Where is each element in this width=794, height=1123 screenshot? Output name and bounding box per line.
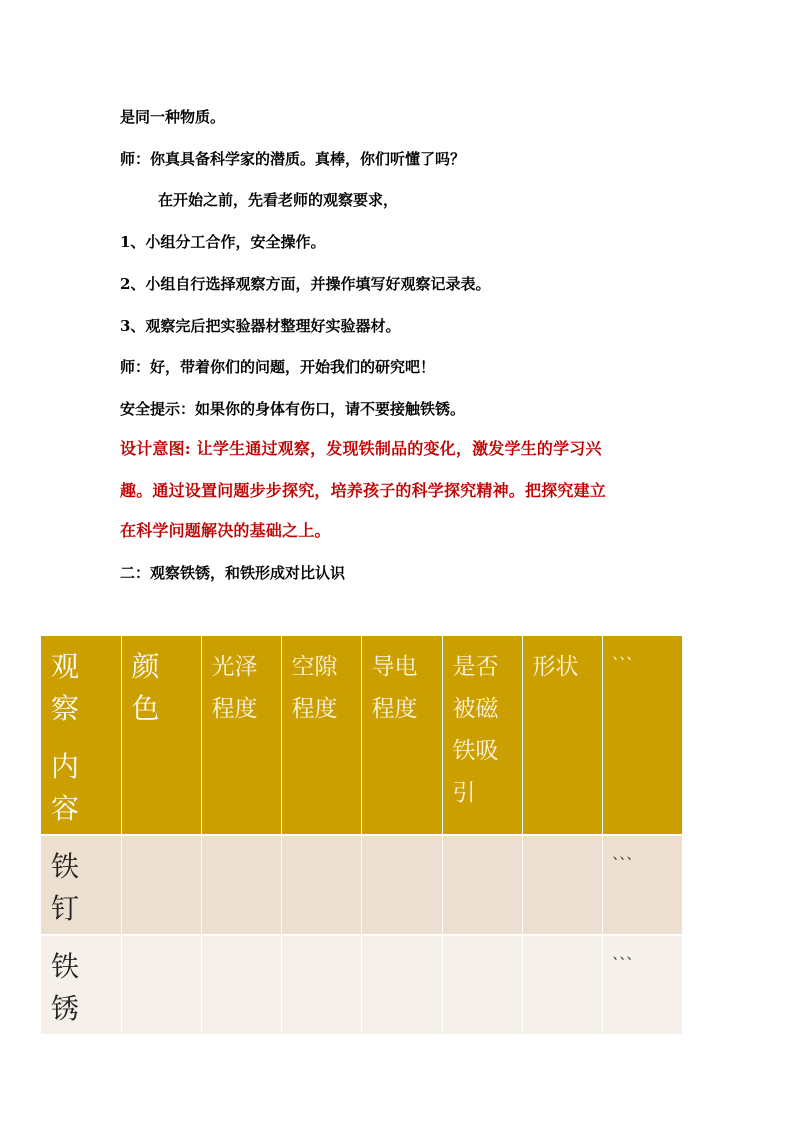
- design-intent-line-3: 在科学问题解决的基础之上。: [120, 521, 331, 540]
- table-cell[interactable]: [121, 935, 201, 1035]
- row-label-nail: [41, 835, 121, 935]
- table-row: [41, 935, 682, 1035]
- row1-ellipsis-cell: [602, 835, 682, 935]
- row1-label-line2: 钉: [51, 892, 80, 925]
- table-cell[interactable]: [522, 835, 602, 935]
- header-luster: [201, 636, 281, 835]
- header-col5-line1: 是否: [452, 654, 499, 680]
- row2-ellipsis: 、、、: [612, 947, 641, 963]
- table-cell[interactable]: [361, 835, 442, 935]
- header-col5-line2: 被磁: [452, 696, 499, 722]
- row1-label-line1: 铁: [51, 850, 80, 883]
- header-col6-line1: 形状: [532, 654, 579, 680]
- table-cell[interactable]: [361, 935, 442, 1035]
- table-cell[interactable]: [201, 835, 281, 935]
- table-cell[interactable]: [442, 835, 522, 935]
- header-col3-line1: 空隙: [291, 654, 338, 680]
- header-col1-line2: 色: [131, 692, 160, 725]
- header-col1-line1: 颜: [131, 650, 160, 683]
- requirement-1: 1、小组分工合作，安全操作。: [120, 233, 326, 251]
- safety-tip: 安全提示：如果你的身体有伤口，请不要接触铁锈。: [120, 400, 466, 418]
- paragraph-same-substance: 是同一种物质。: [120, 108, 226, 126]
- paragraph-teacher-start: 师：好，带着你们的问题，开始我们的研究吧！: [120, 358, 436, 376]
- header-col0-line3: 内: [51, 750, 80, 783]
- row2-label-line2: 锈: [51, 992, 80, 1025]
- table-cell[interactable]: [121, 835, 201, 935]
- header-col5-line3: 铁吸: [452, 738, 499, 764]
- header-observation-content: [41, 636, 121, 835]
- design-intent-line-1: 设计意图: 让学生通过观察，发现铁制品的变化，激发学生的学习兴: [120, 439, 602, 458]
- design-intent-line-2: 趣。通过设置问题步步探究，培养孩子的科学探究精神。把探究建立: [120, 481, 607, 500]
- row2-label-line1: 铁: [51, 950, 80, 983]
- header-col3-line2: 程度: [291, 696, 338, 722]
- header-col0-line4: 容: [51, 792, 80, 825]
- requirement-3: 3、观察完后把实验器材整理好实验器材。: [120, 317, 401, 335]
- header-col5-line4: 引: [452, 780, 476, 806]
- section-heading-observe-rust: 二：观察铁锈，和铁形成对比认识: [120, 564, 346, 582]
- header-ellipsis: [602, 636, 682, 835]
- table-row: [41, 835, 682, 935]
- observation-table: [41, 636, 682, 1036]
- header-col0-line2: 察: [51, 692, 80, 725]
- paragraph-teacher-praise: 师：你真具备科学家的潜质。真棒，你们听懂了吗？: [120, 150, 466, 168]
- table-cell[interactable]: [281, 935, 361, 1035]
- row-label-rust: [41, 935, 121, 1035]
- requirement-2: 2、小组自行选择观察方面，并操作填写好观察记录表。: [120, 275, 491, 293]
- header-col4-line1: 导电: [371, 654, 418, 680]
- header-col7: 、、、: [612, 647, 641, 663]
- header-col0-line1: 观: [51, 650, 80, 683]
- header-col2-line1: 光泽: [211, 654, 258, 680]
- table-header-row: [41, 636, 682, 835]
- row2-ellipsis-cell: [602, 935, 682, 1035]
- table-cell[interactable]: [201, 935, 281, 1035]
- table-cell[interactable]: [281, 835, 361, 935]
- paragraph-observation-intro: 在开始之前，先看老师的观察要求，: [158, 191, 399, 209]
- header-magnetic: [442, 636, 522, 835]
- table-cell[interactable]: [442, 935, 522, 1035]
- header-color: [121, 636, 201, 835]
- header-col2-line2: 程度: [211, 696, 258, 722]
- header-porosity: [281, 636, 361, 835]
- header-conductivity: [361, 636, 442, 835]
- row1-ellipsis: 、、、: [612, 847, 641, 863]
- table-cell[interactable]: [522, 935, 602, 1035]
- header-shape: [522, 636, 602, 835]
- header-col4-line2: 程度: [371, 696, 418, 722]
